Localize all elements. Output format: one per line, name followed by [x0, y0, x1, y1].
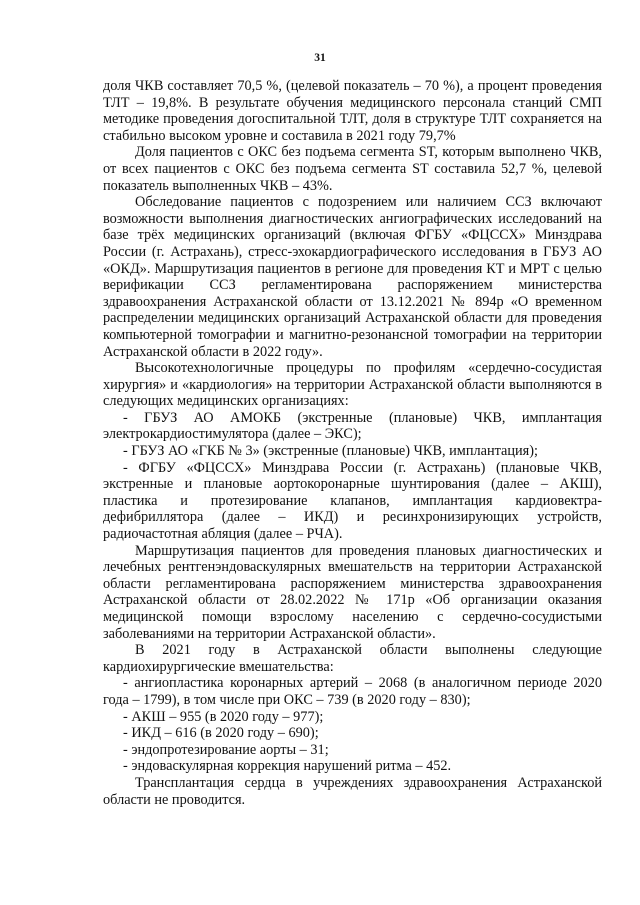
paragraph-routing: Маршрутизация пациентов для проведения плановых диагностических и лечебных рентгенэндоваскулярных вмешательств на территории Астраханской области регламентирована распоряжением министерства здравоохранения Астраханской области от 28.02.2022 № 171р «Об организации оказания медицинской помощи взрослому населению с сердечно-сосудистыми заболеваниями на территории Астраханской области».: [103, 542, 602, 642]
page-number: 31: [314, 52, 326, 64]
paragraph-pci-share: доля ЧКВ составляет 70,5 %, (целевой показатель – 70 %), а процент проведения ТЛТ – 19,8%. В результате обучения медицинского персонала станций СМП методике проведения догоспитальной ТЛТ, доля в структуре ТЛТ сохраняется на стабильно высоком уровне и составила в 2021 году 79,7%: [103, 78, 602, 144]
list-item-amokb: - ГБУЗ АО АМОКБ (экстренные (плановые) ЧКВ, имплантация электрокардиостимулятора (далее – ЭКС);: [103, 409, 602, 443]
list-item-arrhythmia-correction: - эндоваскулярная коррекция нарушений ритма – 452.: [123, 758, 452, 775]
paragraph-diagnostics: Обследование пациентов с подозрением или наличием ССЗ включают возможности выполнения диагностических ангиографических исследований на базе трёх медицинских организаций (включая ФГБУ «ФЦССХ» Минздрава России (г. Астрахань), стресс-эхокардиографического исследования в ГБУЗ АО «ОКД». Маршрутизация пациентов в регионе для проведения КТ и МРТ с целью верификации ССЗ регламентирована распоряжением министерства здравоохранения Астраханской области от 13.12.2021 № 894р «О временном распределении медицинских организаций Астраханской области для проведения компьютерной томографии и магнитно-резонансной томографии на территории Астраханской области в 2022 году».: [103, 194, 602, 360]
list-item-angioplasty: - ангиопластика коронарных артерий – 2068 (в аналогичном периоде 2020 года – 1799), в том числе при ОКС – 739 (в 2020 году – 830);: [103, 675, 602, 708]
paragraph-high-tech-procedures: Высокотехнологичные процедуры по профилям «сердечно-сосудистая хирургия» и «кардиология» на территории Астраханской области выполняются в следующих медицинских организациях:: [103, 360, 602, 410]
list-item-icd: - ИКД – 616 (в 2020 году – 690);: [123, 725, 319, 742]
paragraph-heart-transplant: Трансплантация сердца в учреждениях здравоохранения Астраханской области не проводится.: [103, 774, 602, 808]
list-item-cabg: - АКШ – 955 (в 2020 году – 977);: [123, 708, 324, 725]
list-item-fcssh: - ФГБУ «ФЦССХ» Минздрава России (г. Астрахань) (плановые ЧКВ, экстренные и плановые аортокоронарные шунтирования (далее – АКШ), пластика и протезирование клапанов, имплантация кардиовектра-дефибриллятора (далее – ИКД) и ресинхронизирующих устройств, радиочастотная абляция (далее – РЧА).: [103, 459, 602, 543]
list-item-gkb3: - ГБУЗ АО «ГКБ № 3» (экстренные (плановые) ЧКВ, имплантация);: [123, 443, 538, 460]
document-body: [103, 78, 602, 808]
paragraph-2021-interventions: В 2021 году в Астраханской области выполнены следующие кардиохирургические вмешательства:: [103, 642, 602, 675]
list-item-aortic-stent: - эндопротезирование аорты – 31;: [123, 741, 329, 758]
paragraph-nstemi-pci: Доля пациентов с ОКС без подъема сегмента ST, которым выполнено ЧКВ, от всех пациентов с ОКС без подъема сегмента ST составила 52,7 %, целевой показатель выполненных ЧКВ – 43%.: [103, 144, 602, 194]
